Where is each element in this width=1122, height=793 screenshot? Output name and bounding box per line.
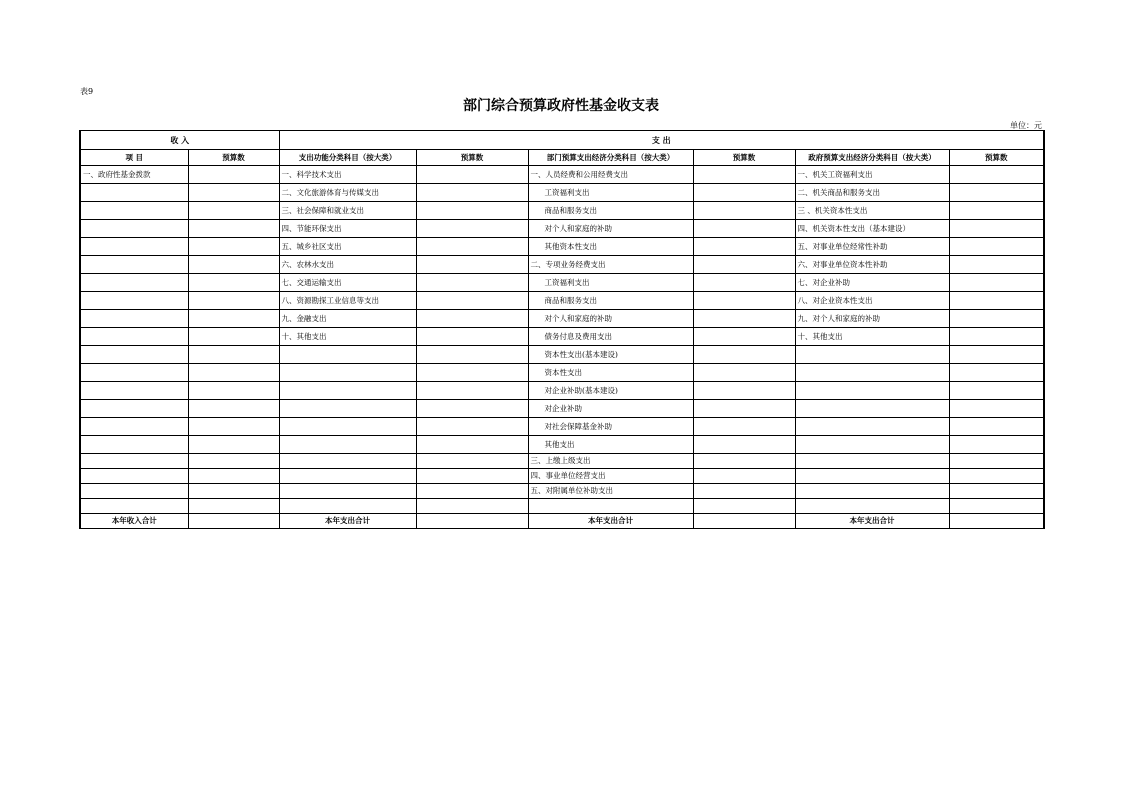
table-row: [80, 382, 1044, 400]
table-row: [80, 436, 1044, 454]
cell-budget3: [693, 328, 795, 346]
cell-dept: 对个人和家庭的补助: [528, 220, 693, 238]
cell-budget4: [949, 238, 1044, 256]
cell-dept: 工资福利支出: [528, 184, 693, 202]
cell-budget3: [693, 310, 795, 328]
cell-budget1: [188, 469, 279, 484]
cell-budget1: [188, 220, 279, 238]
cell-budget1: [188, 184, 279, 202]
cell-dept: 二、专项业务经费支出: [528, 256, 693, 274]
cell-budget3: [693, 184, 795, 202]
cell-gov: 四、机关资本性支出（基本建设）: [795, 220, 949, 238]
col-budget2-header: 预算数: [416, 150, 528, 166]
cell-budget2: [416, 346, 528, 364]
cell-budget1: [188, 454, 279, 469]
cell-item: [80, 418, 188, 436]
cell-gov: [795, 484, 949, 499]
cell-budget2: [416, 238, 528, 256]
totals-row: [80, 514, 1044, 529]
cell-budget1: [188, 310, 279, 328]
cell-budget2: [416, 484, 528, 499]
cell-budget3: [693, 238, 795, 256]
cell-budget3: [693, 499, 795, 514]
cell-budget4: [949, 364, 1044, 382]
total-func: 本年支出合计: [279, 514, 416, 529]
cell-budget3: [693, 400, 795, 418]
cell-gov: [795, 469, 949, 484]
cell-func: 五、城乡社区支出: [279, 238, 416, 256]
cell-func: [279, 418, 416, 436]
cell-budget2: [416, 166, 528, 184]
cell-budget1: [188, 274, 279, 292]
header-row-group: [80, 131, 1044, 150]
cell-item: [80, 364, 188, 382]
cell-budget1: [188, 292, 279, 310]
cell-item: [80, 484, 188, 499]
cell-budget4: [949, 292, 1044, 310]
cell-item: [80, 469, 188, 484]
cell-func: [279, 400, 416, 418]
cell-dept: 对企业补助: [528, 400, 693, 418]
total-budget2: [416, 514, 528, 529]
cell-budget4: [949, 220, 1044, 238]
cell-budget4: [949, 436, 1044, 454]
income-header: 收 入: [80, 131, 279, 150]
cell-func: [279, 364, 416, 382]
cell-budget1: [188, 364, 279, 382]
unit-label: 单位：元: [1010, 121, 1042, 130]
cell-budget1: [188, 382, 279, 400]
cell-gov: [795, 499, 949, 514]
expense-header: 支 出: [279, 131, 1044, 150]
cell-budget1: [188, 238, 279, 256]
col-budget3-header: 预算数: [693, 150, 795, 166]
cell-dept: 资本性支出: [528, 364, 693, 382]
cell-budget3: [693, 202, 795, 220]
cell-budget4: [949, 454, 1044, 469]
cell-item: [80, 310, 188, 328]
cell-budget2: [416, 184, 528, 202]
total-income: 本年收入合计: [80, 514, 188, 529]
cell-budget3: [693, 484, 795, 499]
col-budget1-header: 预算数: [188, 150, 279, 166]
col-dept-header: 部门预算支出经济分类科目（按大类）: [528, 150, 693, 166]
total-dept: 本年支出合计: [528, 514, 693, 529]
table-row: [80, 346, 1044, 364]
table-row: [80, 454, 1044, 469]
cell-gov: [795, 454, 949, 469]
cell-budget4: [949, 382, 1044, 400]
cell-budget4: [949, 346, 1044, 364]
cell-budget4: [949, 274, 1044, 292]
cell-item: [80, 499, 188, 514]
cell-dept: 其他支出: [528, 436, 693, 454]
cell-budget3: [693, 274, 795, 292]
cell-budget2: [416, 454, 528, 469]
cell-gov: [795, 346, 949, 364]
cell-budget1: [188, 346, 279, 364]
cell-budget3: [693, 166, 795, 184]
table-row: [80, 469, 1044, 484]
cell-budget3: [693, 454, 795, 469]
cell-func: [279, 436, 416, 454]
cell-budget2: [416, 256, 528, 274]
budget-table: [79, 130, 1045, 529]
table-row: [80, 418, 1044, 436]
cell-gov: [795, 364, 949, 382]
cell-func: 十、其他支出: [279, 328, 416, 346]
cell-gov: 六、对事业单位资本性补助: [795, 256, 949, 274]
cell-dept: 商品和服务支出: [528, 202, 693, 220]
cell-budget2: [416, 382, 528, 400]
cell-budget1: [188, 202, 279, 220]
cell-func: 八、资源勘探工业信息等支出: [279, 292, 416, 310]
cell-budget3: [693, 346, 795, 364]
cell-budget2: [416, 364, 528, 382]
cell-budget3: [693, 436, 795, 454]
cell-dept: 三、上缴上级支出: [528, 454, 693, 469]
cell-item: [80, 184, 188, 202]
cell-budget2: [416, 418, 528, 436]
total-gov: 本年支出合计: [795, 514, 949, 529]
table-row: [80, 400, 1044, 418]
cell-dept: 对个人和家庭的补助: [528, 310, 693, 328]
cell-budget3: [693, 469, 795, 484]
cell-gov: 八、对企业资本性支出: [795, 292, 949, 310]
total-budget4: [949, 514, 1044, 529]
cell-budget3: [693, 220, 795, 238]
cell-budget2: [416, 499, 528, 514]
cell-func: [279, 454, 416, 469]
cell-budget1: [188, 328, 279, 346]
cell-item: [80, 220, 188, 238]
col-gov-header: 政府预算支出经济分类科目（按大类）: [795, 150, 949, 166]
cell-budget4: [949, 256, 1044, 274]
cell-budget2: [416, 220, 528, 238]
cell-item: [80, 400, 188, 418]
cell-item: [80, 202, 188, 220]
table-row: [80, 202, 1044, 220]
table-row: [80, 484, 1044, 499]
total-budget3: [693, 514, 795, 529]
cell-dept: 其他资本性支出: [528, 238, 693, 256]
cell-item: 一、政府性基金拨款: [80, 166, 188, 184]
cell-func: [279, 469, 416, 484]
table-row: [80, 166, 1044, 184]
cell-item: [80, 256, 188, 274]
cell-func: 七、交通运输支出: [279, 274, 416, 292]
cell-item: [80, 454, 188, 469]
cell-item: [80, 238, 188, 256]
cell-gov: [795, 400, 949, 418]
cell-budget3: [693, 382, 795, 400]
cell-item: [80, 292, 188, 310]
table-row: [80, 499, 1044, 514]
cell-gov: 二、机关商品和服务支出: [795, 184, 949, 202]
table-number: 表9: [80, 87, 94, 96]
cell-budget2: [416, 328, 528, 346]
cell-item: [80, 346, 188, 364]
cell-func: [279, 499, 416, 514]
cell-gov: 一、机关工资福利支出: [795, 166, 949, 184]
cell-item: [80, 382, 188, 400]
table-row: [80, 256, 1044, 274]
table-row: [80, 310, 1044, 328]
cell-dept: 对社会保障基金补助: [528, 418, 693, 436]
cell-budget4: [949, 202, 1044, 220]
cell-budget4: [949, 184, 1044, 202]
cell-func: 三、社会保障和就业支出: [279, 202, 416, 220]
cell-item: [80, 274, 188, 292]
cell-dept: 五、对附属单位补助支出: [528, 484, 693, 499]
cell-func: 一、科学技术支出: [279, 166, 416, 184]
cell-budget4: [949, 484, 1044, 499]
cell-gov: [795, 418, 949, 436]
cell-gov: 三 、机关资本性支出: [795, 202, 949, 220]
cell-budget2: [416, 436, 528, 454]
cell-dept: 四、事业单位经营支出: [528, 469, 693, 484]
cell-budget1: [188, 166, 279, 184]
cell-dept: 工资福利支出: [528, 274, 693, 292]
cell-budget4: [949, 310, 1044, 328]
cell-budget2: [416, 400, 528, 418]
cell-dept: 对企业补助(基本建设): [528, 382, 693, 400]
cell-budget2: [416, 202, 528, 220]
cell-gov: 五、对事业单位经常性补助: [795, 238, 949, 256]
cell-budget2: [416, 292, 528, 310]
table-row: [80, 364, 1044, 382]
header-row-columns: [80, 150, 1044, 166]
cell-budget4: [949, 400, 1044, 418]
cell-budget3: [693, 418, 795, 436]
cell-budget4: [949, 499, 1044, 514]
cell-budget4: [949, 469, 1044, 484]
cell-budget2: [416, 274, 528, 292]
table-row: [80, 220, 1044, 238]
cell-budget3: [693, 256, 795, 274]
cell-budget2: [416, 310, 528, 328]
cell-gov: [795, 382, 949, 400]
cell-gov: 七、对企业补助: [795, 274, 949, 292]
cell-dept: 债务付息及费用支出: [528, 328, 693, 346]
cell-dept: 一、人员经费和公用经费支出: [528, 166, 693, 184]
table-row: [80, 184, 1044, 202]
cell-item: [80, 436, 188, 454]
cell-budget1: [188, 418, 279, 436]
table-row: [80, 328, 1044, 346]
table-row: [80, 292, 1044, 310]
cell-budget1: [188, 436, 279, 454]
cell-item: [80, 328, 188, 346]
cell-gov: 十、其他支出: [795, 328, 949, 346]
table-row: [80, 274, 1044, 292]
cell-budget1: [188, 400, 279, 418]
table-row: [80, 238, 1044, 256]
cell-budget3: [693, 292, 795, 310]
cell-budget1: [188, 256, 279, 274]
cell-budget1: [188, 484, 279, 499]
cell-budget2: [416, 469, 528, 484]
cell-func: 九、金融支出: [279, 310, 416, 328]
cell-dept: 商品和服务支出: [528, 292, 693, 310]
total-budget1: [188, 514, 279, 529]
cell-budget4: [949, 166, 1044, 184]
page-title: 部门综合预算政府性基金收支表: [463, 98, 659, 114]
col-item-header: 项 目: [80, 150, 188, 166]
cell-func: 六、农林水支出: [279, 256, 416, 274]
cell-budget4: [949, 328, 1044, 346]
cell-budget4: [949, 418, 1044, 436]
cell-func: [279, 346, 416, 364]
cell-gov: [795, 436, 949, 454]
col-func-header: 支出功能分类科目（按大类）: [279, 150, 416, 166]
col-budget4-header: 预算数: [949, 150, 1044, 166]
cell-func: 四、节能环保支出: [279, 220, 416, 238]
cell-func: 二、文化旅游体育与传媒支出: [279, 184, 416, 202]
cell-dept: [528, 499, 693, 514]
cell-func: [279, 382, 416, 400]
cell-func: [279, 484, 416, 499]
cell-dept: 资本性支出(基本建设): [528, 346, 693, 364]
cell-budget3: [693, 364, 795, 382]
cell-budget1: [188, 499, 279, 514]
cell-gov: 九、对个人和家庭的补助: [795, 310, 949, 328]
